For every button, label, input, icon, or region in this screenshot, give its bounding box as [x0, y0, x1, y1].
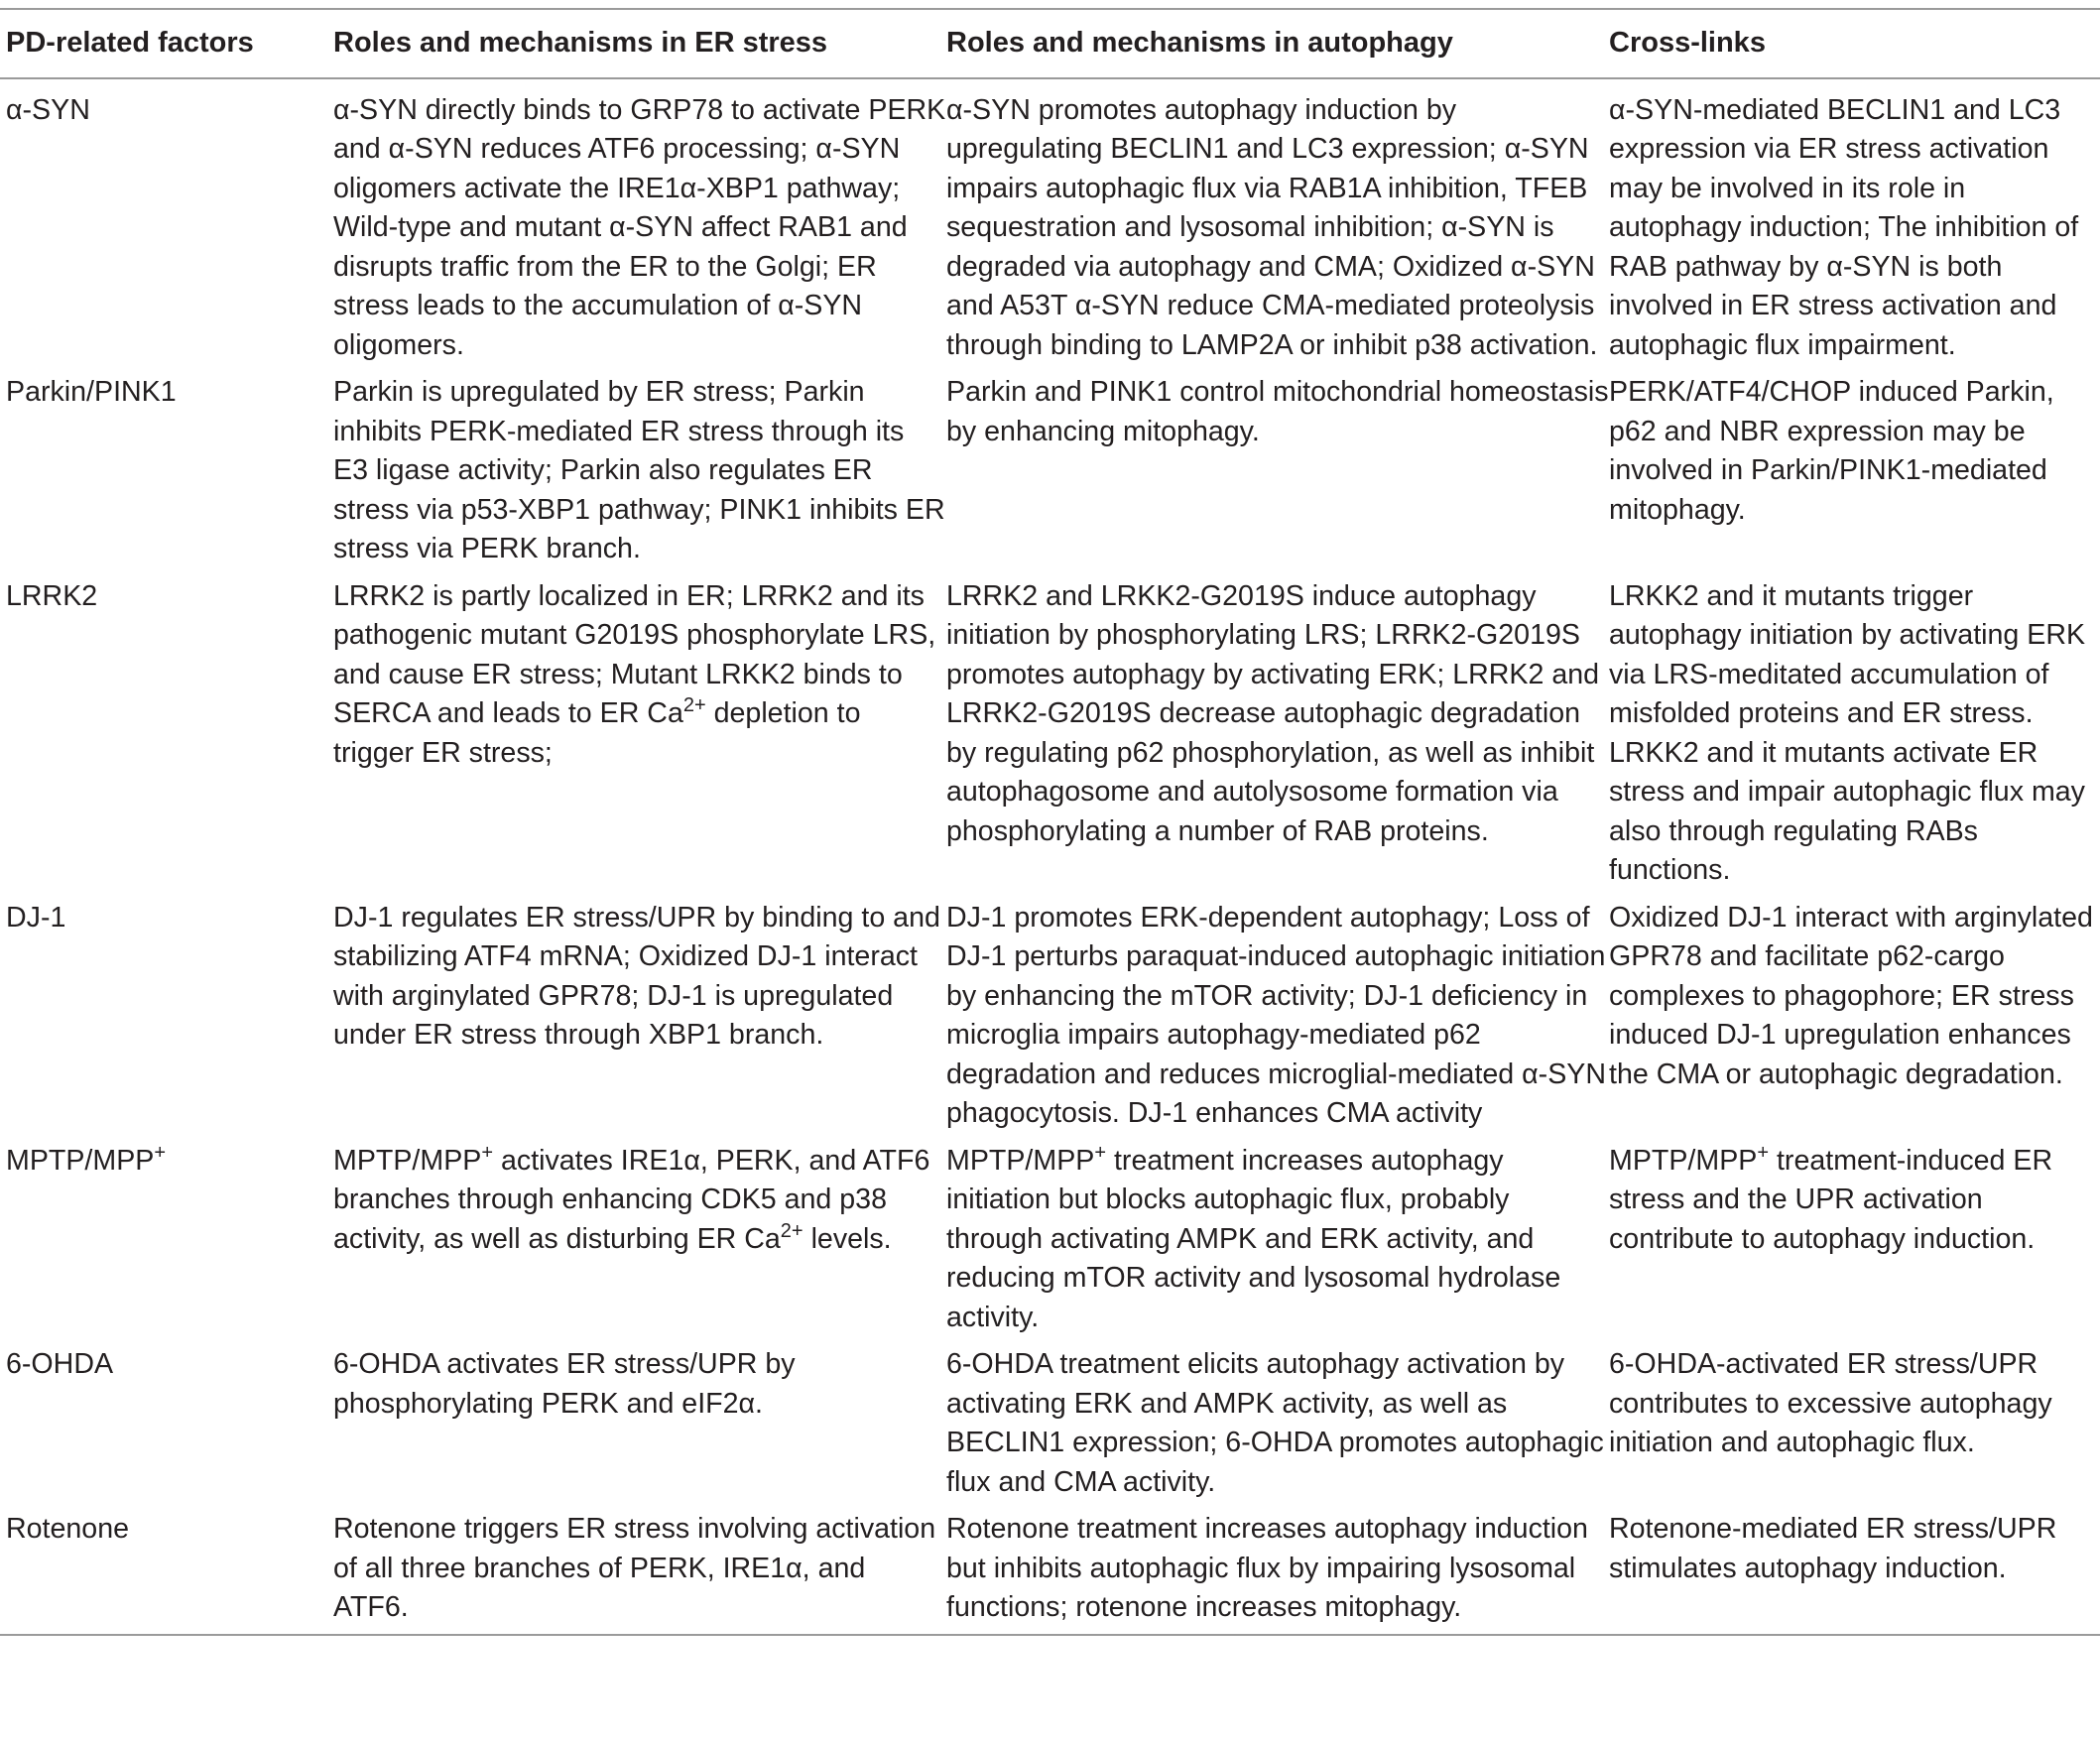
cell-crosslinks: 6-OHDA-activated ER stress/UPR contributes to excessive autophagy initiation and autophagic flux. — [1609, 1348, 2052, 1458]
cell-factor: LRRK2 — [6, 579, 98, 612]
superscript: + — [1757, 1141, 1770, 1164]
text-segment: levels. — [803, 1222, 892, 1255]
text-segment: MPTP/MPP — [946, 1144, 1095, 1177]
text-segment: treatment increases autophagy initiation but blocks autophagic flux, probably through activating AMPK and ERK activity, and reducing mTOR activity and lysosomal hydrolase activity. — [946, 1144, 1561, 1333]
superscript: 2+ — [682, 694, 706, 716]
cell-autophagy: 6-OHDA treatment elicits autophagy activation by activating ERK and AMPK activity, as well as BECLIN1 expression; 6-OHDA promotes autophagic flux and CMA activity. — [946, 1348, 1604, 1498]
table-row — [0, 1345, 2100, 1510]
header-pd-factors: PD-related factors — [6, 27, 254, 59]
text-segment: MPTP/MPP — [6, 1144, 155, 1177]
pd-factors-table — [0, 8, 2100, 1636]
superscript: + — [1094, 1141, 1107, 1164]
cell-factor: DJ-1 — [6, 901, 66, 934]
cell-crosslinks: α-SYN-mediated BECLIN1 and LC3 expression via ER stress activation may be involved in its role in autophagy induction; The inhibition of RAB pathway by α-SYN is both involved in ER stress activation and autophagic flux impairment. — [1609, 93, 2079, 361]
text-segment: activates IRE1α, PERK, and ATF6 branches through enhancing CDK5 and p38 activity, as well as disturbing ER Ca — [333, 1144, 930, 1255]
table-row — [0, 1510, 2100, 1635]
header-cross-links: Cross-links — [1609, 27, 1766, 59]
cell-er-stress — [333, 577, 946, 899]
table-row — [0, 1142, 2100, 1346]
cell-er-stress — [333, 1142, 946, 1346]
cell-autophagy: Parkin and PINK1 control mitochondrial homeostasis by enhancing mitophagy. — [946, 376, 1609, 447]
text-segment: LRRK2 is partly localized in ER; LRRK2 and its pathogenic mutant G2019S phosphorylate LRS, and cause ER stress; Mutant LRKK2 binds to SERCA and leads to ER Ca — [333, 579, 936, 729]
header-er-stress: Roles and mechanisms in ER stress — [333, 27, 828, 59]
cell-factor: Rotenone — [6, 1513, 130, 1545]
text-segment: depletion to trigger ER stress; — [333, 697, 861, 769]
cell-factor: Parkin/PINK1 — [6, 376, 177, 408]
cell-autophagy: α-SYN promotes autophagy induction by upregulating BECLIN1 and LC3 expression; α-SYN impairs autophagic flux via RAB1A inhibition, TFEB sequestration and lysosomal inhibition; α-SYN is degraded via autophagy and CMA; Oxidized α-SYN and A53T α-SYN reduce CMA-mediated proteolysis through binding to LAMP2A or inhibit p38 activation. — [946, 93, 1598, 361]
table-header — [0, 9, 2100, 78]
cell-er-stress: DJ-1 regulates ER stress/UPR by binding to and stabilizing ATF4 mRNA; Oxidized DJ-1 interact with arginylated GPR78; DJ-1 is upregulated under ER stress through XBP1 branch. — [333, 901, 940, 1051]
cell-er-stress: Rotenone triggers ER stress involving activation of all three branches of PERK, IRE1α, and ATF6. — [333, 1513, 936, 1623]
text-segment: treatment-induced ER stress and the UPR activation contribute to autophagy induction. — [1609, 1144, 2053, 1255]
table-row — [0, 899, 2100, 1142]
cell-crosslinks: PERK/ATF4/CHOP induced Parkin, p62 and NBR expression may be involved in Parkin/PINK1-mediated mitophagy. — [1609, 376, 2054, 526]
cell-autophagy: LRRK2 and LRKK2-G2019S induce autophagy initiation by phosphorylating LRS; LRRK2-G2019S promotes autophagy by activating ERK; LRRK2 and LRRK2-G2019S decrease autophagic degradation by regulating p62 phosphorylation, as well as inhibit autophagosome and autolysosome formation via phosphorylating a number of RAB proteins. — [946, 579, 1600, 847]
text-segment: MPTP/MPP — [1609, 1144, 1758, 1177]
table-row — [0, 373, 2100, 577]
cell-factor — [0, 1142, 333, 1346]
cell-er-stress: α-SYN directly binds to GRP78 to activate PERK and α-SYN reduces ATF6 processing; α-SYN oligomers activate the IRE1α-XBP1 pathway; Wild-type and mutant α-SYN affect RAB1 and disrupts traffic from the ER to the Golgi; ER stress leads to the accumulation of α-SYN oligomers. — [333, 93, 946, 361]
header-row — [0, 9, 2100, 78]
cell-er-stress: 6-OHDA activates ER stress/UPR by phosphorylating PERK and eIF2α. — [333, 1348, 796, 1420]
cell-crosslinks — [1609, 1142, 2100, 1346]
table-body — [0, 78, 2100, 1635]
cell-factor: 6-OHDA — [6, 1348, 114, 1380]
header-autophagy: Roles and mechanisms in autophagy — [946, 27, 1453, 59]
cell-autophagy: Rotenone treatment increases autophagy induction but inhibits autophagic flux by impairing lysosomal functions; rotenone increases mitophagy. — [946, 1513, 1588, 1623]
superscript: + — [154, 1141, 167, 1164]
cell-crosslinks: LRKK2 and it mutants trigger autophagy initiation by activating ERK via LRS-meditated accumulation of misfolded proteins and ER stress. LRKK2 and it mutants activate ER stress and impair autophagic flux may also through regulating RABs functions. — [1609, 579, 2086, 886]
table-row — [0, 577, 2100, 899]
table-row — [0, 78, 2100, 374]
cell-crosslinks: Oxidized DJ-1 interact with arginylated GPR78 and facilitate p62-cargo complexes to phagophore; ER stress induced DJ-1 upregulation enhances the CMA or autophagic degradation. — [1609, 901, 2093, 1090]
cell-er-stress: Parkin is upregulated by ER stress; Parkin inhibits PERK-mediated ER stress through its E3 ligase activity; Parkin also regulates ER stress via p53-XBP1 pathway; PINK1 inhibits ER stress via PERK branch. — [333, 376, 945, 564]
text-segment: MPTP/MPP — [333, 1144, 482, 1177]
cell-factor: α-SYN — [6, 93, 90, 126]
superscript: + — [481, 1141, 494, 1164]
cell-autophagy — [946, 1142, 1609, 1346]
cell-autophagy: DJ-1 promotes ERK-dependent autophagy; Loss of DJ-1 perturbs paraquat-induced autophagic initiation by enhancing the mTOR activity; DJ-1 deficiency in microglia impairs autophagy-mediated p62 degradation and reduces microglial-mediated α-SYN phagocytosis. DJ-1 enhances CMA activity — [946, 901, 1607, 1129]
cell-crosslinks: Rotenone-mediated ER stress/UPR stimulates autophagy induction. — [1609, 1513, 2057, 1584]
superscript: 2+ — [780, 1219, 803, 1242]
